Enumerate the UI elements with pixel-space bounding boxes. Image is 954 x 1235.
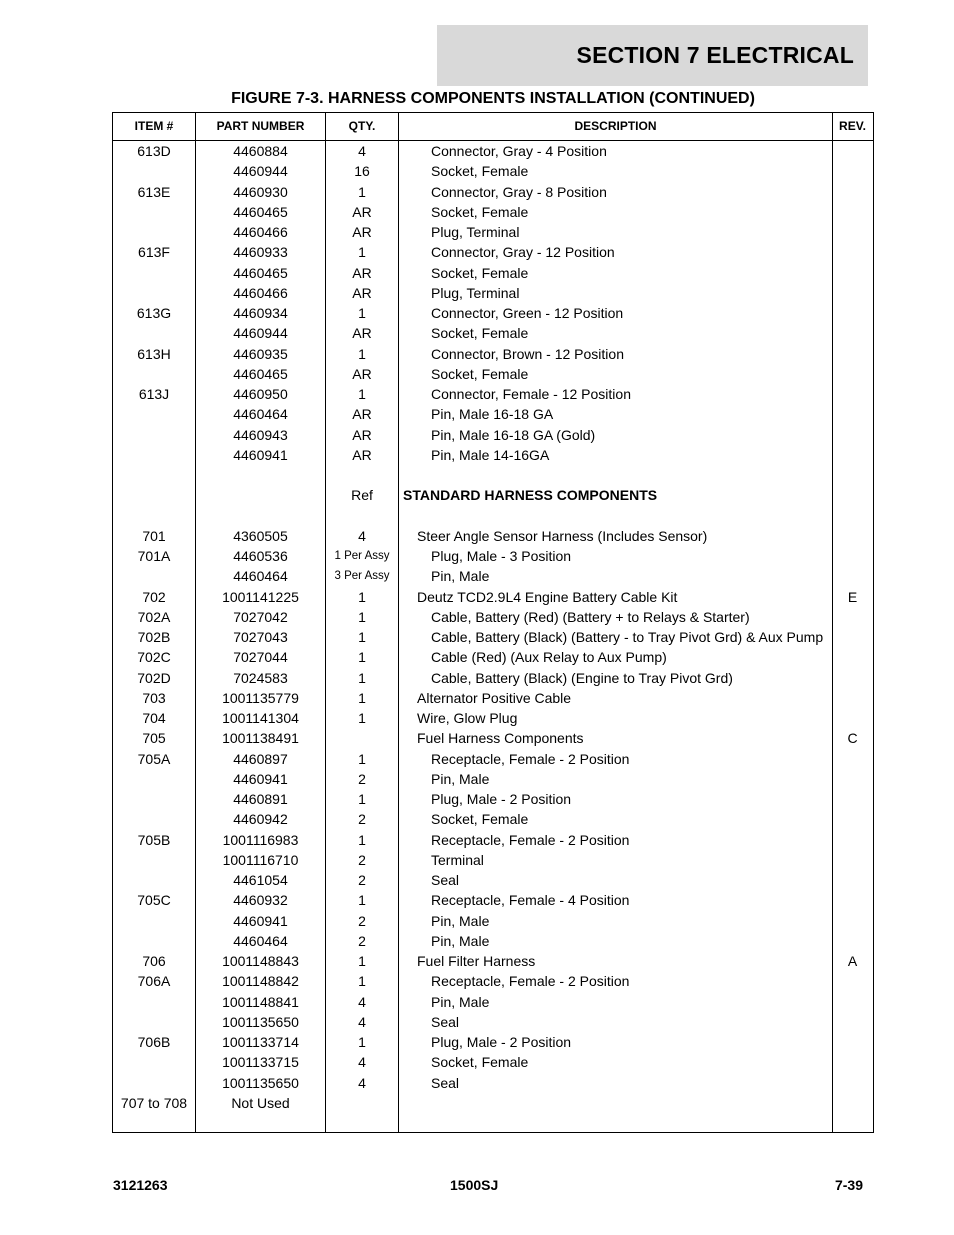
description-cell: Pin, Male <box>431 993 490 1010</box>
item-number-cell: 705A <box>137 750 171 767</box>
section-header <box>437 25 868 86</box>
quantity-cell: 1 <box>358 892 366 909</box>
description-cell: Plug, Male - 2 Position <box>431 791 572 807</box>
quantity-cell: 2 <box>358 851 366 868</box>
table-row <box>113 830 873 850</box>
table-row <box>113 1073 873 1093</box>
item-number-cell: 705 <box>142 730 166 747</box>
quantity-cell: AR <box>352 224 372 240</box>
part-number-cell: 4460536 <box>233 548 288 564</box>
item-number-cell: 702C <box>137 649 171 666</box>
part-number-cell: 4460465 <box>233 365 288 382</box>
table-row <box>113 850 873 870</box>
quantity-cell: 1 <box>358 345 366 362</box>
description-cell: Steer Angle Sensor Harness (Includes Sensor) <box>417 527 708 544</box>
part-number-cell: 4460891 <box>233 791 288 807</box>
table-row <box>113 1052 873 1072</box>
table-row <box>113 303 873 323</box>
part-number-cell: 4460884 <box>233 143 288 159</box>
description-cell: Socket, Female <box>431 264 529 281</box>
description-cell: Socket, Female <box>431 203 529 220</box>
part-number-cell: 1001133714 <box>222 1034 299 1050</box>
table-row <box>113 465 873 485</box>
table-row <box>113 182 873 202</box>
part-number-cell: 7027042 <box>233 608 288 625</box>
part-number-cell: 4460944 <box>233 163 288 180</box>
item-number-cell: 701A <box>137 548 171 564</box>
item-number-cell: 705C <box>137 892 171 909</box>
part-number-cell: 7027044 <box>233 649 288 666</box>
quantity-cell: AR <box>352 365 372 382</box>
quantity-cell: 4 <box>358 143 366 159</box>
footer-page-number: 7-39 <box>834 1177 863 1193</box>
table-row <box>113 587 873 607</box>
description-cell: Pin, Male <box>431 770 490 787</box>
quantity-cell: 1 <box>358 973 366 990</box>
description-cell: Pin, Male 14-16GA <box>431 446 550 463</box>
description-cell: Pin, Male 16-18 GA <box>431 406 554 423</box>
parts-table <box>112 112 874 1133</box>
part-number-cell: 1001138491 <box>222 730 299 747</box>
header-description: DESCRIPTION <box>574 119 657 133</box>
description-cell: Connector, Gray - 8 Position <box>431 183 607 200</box>
description-cell: Pin, Male <box>431 912 490 929</box>
description-cell: Plug, Male - 2 Position <box>431 1034 572 1050</box>
revision-cell: A <box>847 953 858 969</box>
part-number-cell: 4460942 <box>233 811 288 828</box>
quantity-cell: 1 <box>358 305 366 321</box>
description-cell: Fuel Filter Harness <box>417 953 536 969</box>
section-title: SECTION 7 ELECTRICAL <box>576 42 854 68</box>
item-number-cell: 613E <box>137 183 171 200</box>
part-number-cell: 4460464 <box>233 568 288 585</box>
table-row <box>113 1012 873 1032</box>
item-number-cell: 703 <box>142 689 166 706</box>
quantity-cell: 1 <box>358 183 366 200</box>
description-cell: Socket, Female <box>431 325 529 342</box>
part-number-cell: 1001148843 <box>222 953 299 969</box>
table-row <box>113 870 873 890</box>
description-cell: Pin, Male <box>431 568 490 585</box>
description-cell: Socket, Female <box>431 811 529 828</box>
description-cell: Cable, Battery (Black) (Engine to Tray Pivot Grd) <box>431 669 733 686</box>
table-row <box>113 728 873 748</box>
description-cell: Seal <box>431 1074 460 1091</box>
table-row <box>113 1032 873 1052</box>
quantity-cell: 4 <box>358 527 366 544</box>
quantity-cell: 2 <box>358 932 366 949</box>
quantity-cell: 1 <box>358 710 366 726</box>
description-cell: Pin, Male <box>431 932 490 949</box>
table-row <box>113 566 873 586</box>
description-cell: Pin, Male 16-18 GA (Gold) <box>431 426 596 443</box>
table-row <box>113 647 873 667</box>
quantity-cell: Ref <box>351 487 373 504</box>
item-number-cell: 613G <box>136 305 172 321</box>
quantity-cell: 1 Per Assy <box>334 550 390 562</box>
quantity-cell: AR <box>352 446 372 463</box>
part-number-cell: 4460934 <box>233 305 288 321</box>
description-cell: Socket, Female <box>431 365 529 382</box>
part-number-cell: 4460933 <box>233 244 288 261</box>
header-rev: REV. <box>839 119 866 133</box>
description-cell: Receptacle, Female - 2 Position <box>431 750 630 767</box>
item-number-cell: 706B <box>137 1034 171 1050</box>
table-row <box>113 445 873 465</box>
quantity-cell: 1 <box>358 649 366 666</box>
quantity-cell: 2 <box>358 912 366 929</box>
description-cell: Connector, Gray - 12 Position <box>431 244 615 261</box>
table-row <box>113 809 873 829</box>
quantity-cell: 4 <box>358 1074 366 1091</box>
part-number-cell: 4460941 <box>233 770 288 787</box>
table-row <box>113 526 873 546</box>
item-number-cell: 702B <box>137 629 171 645</box>
part-number-cell: 7027043 <box>233 629 288 645</box>
item-number-cell: 704 <box>142 710 166 726</box>
header-qty: QTY. <box>348 119 376 133</box>
description-cell: Fuel Harness Components <box>417 730 584 747</box>
quantity-cell: 1 <box>358 629 366 645</box>
part-number-cell: 1001133715 <box>222 1054 299 1071</box>
part-number-cell: 4460466 <box>233 284 288 301</box>
quantity-cell: 1 <box>358 1034 366 1050</box>
table-row <box>113 202 873 222</box>
revision-cell: E <box>847 588 858 605</box>
table-row <box>113 222 873 242</box>
item-number-cell: 705B <box>137 831 171 848</box>
item-number-cell: 613F <box>138 244 170 261</box>
table-row <box>113 931 873 951</box>
quantity-cell: AR <box>352 406 372 423</box>
table-row <box>113 283 873 303</box>
item-number-cell: 613H <box>137 345 171 362</box>
item-number-cell: 702D <box>137 669 171 686</box>
quantity-cell: AR <box>352 284 372 301</box>
table-row <box>113 607 873 627</box>
quantity-cell: 1 <box>358 386 366 402</box>
description-cell: Deutz TCD2.9L4 Engine Battery Cable Kit <box>417 588 678 605</box>
description-cell: Seal <box>431 1013 460 1030</box>
table-row <box>113 323 873 343</box>
quantity-cell: AR <box>352 426 372 443</box>
quantity-cell: AR <box>352 264 372 281</box>
part-number-cell: 1001141304 <box>222 710 299 726</box>
quantity-cell: 1 <box>358 953 366 969</box>
part-number-cell: 4460464 <box>233 406 288 423</box>
table-row <box>113 769 873 789</box>
quantity-cell: 1 <box>358 831 366 848</box>
quantity-cell: 1 <box>358 608 366 625</box>
description-cell: Connector, Gray - 4 Position <box>431 143 607 159</box>
item-number-cell: 613J <box>138 386 170 402</box>
description-cell: Socket, Female <box>431 163 529 180</box>
quantity-cell: 16 <box>354 163 370 180</box>
part-number-cell: 4460935 <box>233 345 288 362</box>
item-number-cell: 707 to 708 <box>120 1094 188 1111</box>
part-number-cell: 4460466 <box>233 224 288 240</box>
table-row <box>113 546 873 566</box>
description-cell: Socket, Female <box>431 1054 529 1071</box>
part-number-cell: 4461054 <box>233 872 288 888</box>
item-number-cell: 702 <box>142 588 166 605</box>
revision-cell: C <box>847 730 858 747</box>
quantity-cell: 2 <box>358 770 366 787</box>
part-number-cell: 1001135779 <box>222 689 299 706</box>
part-number-cell: 1001135650 <box>222 1013 299 1030</box>
footer-doc-number: 3121263 <box>113 1177 168 1193</box>
table-row <box>113 911 873 931</box>
part-number-cell: Not Used <box>231 1094 290 1111</box>
part-number-cell: 1001148842 <box>222 973 299 990</box>
table-row <box>113 404 873 424</box>
quantity-cell: 1 <box>358 689 366 706</box>
part-number-cell: 1001141225 <box>222 588 299 605</box>
table-row <box>113 384 873 404</box>
description-cell: Receptacle, Female - 2 Position <box>431 973 630 990</box>
quantity-cell: 2 <box>358 872 366 888</box>
item-number-cell: 702A <box>137 608 171 625</box>
description-cell: Plug, Terminal <box>431 224 520 240</box>
quantity-cell: AR <box>352 325 372 342</box>
table-row <box>113 890 873 910</box>
table-row <box>113 688 873 708</box>
description-cell: Terminal <box>431 851 484 868</box>
description-cell: Receptacle, Female - 2 Position <box>431 831 630 848</box>
part-number-cell: 1001116710 <box>222 851 299 868</box>
description-cell: Connector, Female - 12 Position <box>431 386 631 402</box>
quantity-cell: 4 <box>358 993 366 1010</box>
item-number-cell: 613D <box>137 143 171 159</box>
part-number-cell: 7024583 <box>233 669 288 686</box>
part-number-cell: 4460943 <box>233 426 288 443</box>
description-cell: STANDARD HARNESS COMPONENTS <box>403 487 658 504</box>
quantity-cell: 3 Per Assy <box>334 570 390 583</box>
table-row <box>113 506 873 526</box>
quantity-cell: 4 <box>358 1013 366 1030</box>
table-row <box>113 161 873 181</box>
table-row <box>113 344 873 364</box>
table-row <box>113 971 873 991</box>
description-cell: Wire, Glow Plug <box>417 710 518 726</box>
part-number-cell: 4460465 <box>233 203 288 220</box>
table-row <box>113 668 873 688</box>
table-row <box>113 951 873 971</box>
table-row <box>113 708 873 728</box>
description-cell: Receptacle, Female - 4 Position <box>431 892 630 909</box>
part-number-cell: 1001135650 <box>222 1074 299 1091</box>
table-row <box>113 789 873 809</box>
part-number-cell: 1001116983 <box>222 831 299 848</box>
description-cell: Plug, Terminal <box>431 284 520 301</box>
figure-title: FIGURE 7-3. HARNESS COMPONENTS INSTALLATION (CONTINUED) <box>231 90 755 107</box>
quantity-cell: 1 <box>358 669 366 686</box>
table-row <box>113 364 873 384</box>
header-part-number: PART NUMBER <box>216 119 305 133</box>
part-number-cell: 4460465 <box>233 264 288 281</box>
part-number-cell: 4460464 <box>233 932 288 949</box>
header-item: ITEM # <box>134 119 174 133</box>
description-cell: Cable, Battery (Black) (Battery - to Tray Pivot Grd) & Aux Pump <box>431 629 824 645</box>
table-row <box>113 627 873 647</box>
table-row <box>113 242 873 262</box>
quantity-cell: 2 <box>358 811 366 828</box>
description-cell: Plug, Male - 3 Position <box>431 548 572 564</box>
description-cell: Connector, Green - 12 Position <box>431 305 624 321</box>
description-cell: Cable, Battery (Red) (Battery + to Relays & Starter) <box>431 608 750 625</box>
table-row <box>113 485 873 505</box>
description-cell: Connector, Brown - 12 Position <box>431 345 624 362</box>
table-row <box>113 992 873 1012</box>
part-number-cell: 4460932 <box>233 892 288 909</box>
table-row <box>113 749 873 769</box>
table-row <box>113 263 873 283</box>
item-number-cell: 701 <box>142 527 166 544</box>
part-number-cell: 4460897 <box>233 750 288 767</box>
quantity-cell: 1 <box>358 588 366 605</box>
description-cell: Alternator Positive Cable <box>417 689 572 706</box>
table-row <box>113 141 873 161</box>
part-number-cell: 4460941 <box>233 912 288 929</box>
part-number-cell: 4460944 <box>233 325 288 342</box>
part-number-cell: 4460930 <box>233 183 288 200</box>
table-body <box>113 141 873 1113</box>
item-number-cell: 706 <box>142 953 166 969</box>
table-row <box>113 425 873 445</box>
quantity-cell: 1 <box>358 244 366 261</box>
description-cell: Cable (Red) (Aux Relay to Aux Pump) <box>431 649 667 666</box>
quantity-cell: AR <box>352 203 372 220</box>
quantity-cell: 1 <box>358 791 366 807</box>
description-cell: Seal <box>431 872 460 888</box>
part-number-cell: 4360505 <box>233 527 288 544</box>
table-row <box>113 1093 873 1113</box>
footer-model: 1500SJ <box>450 1177 499 1193</box>
quantity-cell: 4 <box>358 1054 366 1071</box>
part-number-cell: 4460950 <box>233 386 288 402</box>
quantity-cell: 1 <box>358 750 366 767</box>
item-number-cell: 706A <box>137 973 171 990</box>
part-number-cell: 4460941 <box>233 446 288 463</box>
part-number-cell: 1001148841 <box>222 993 299 1010</box>
